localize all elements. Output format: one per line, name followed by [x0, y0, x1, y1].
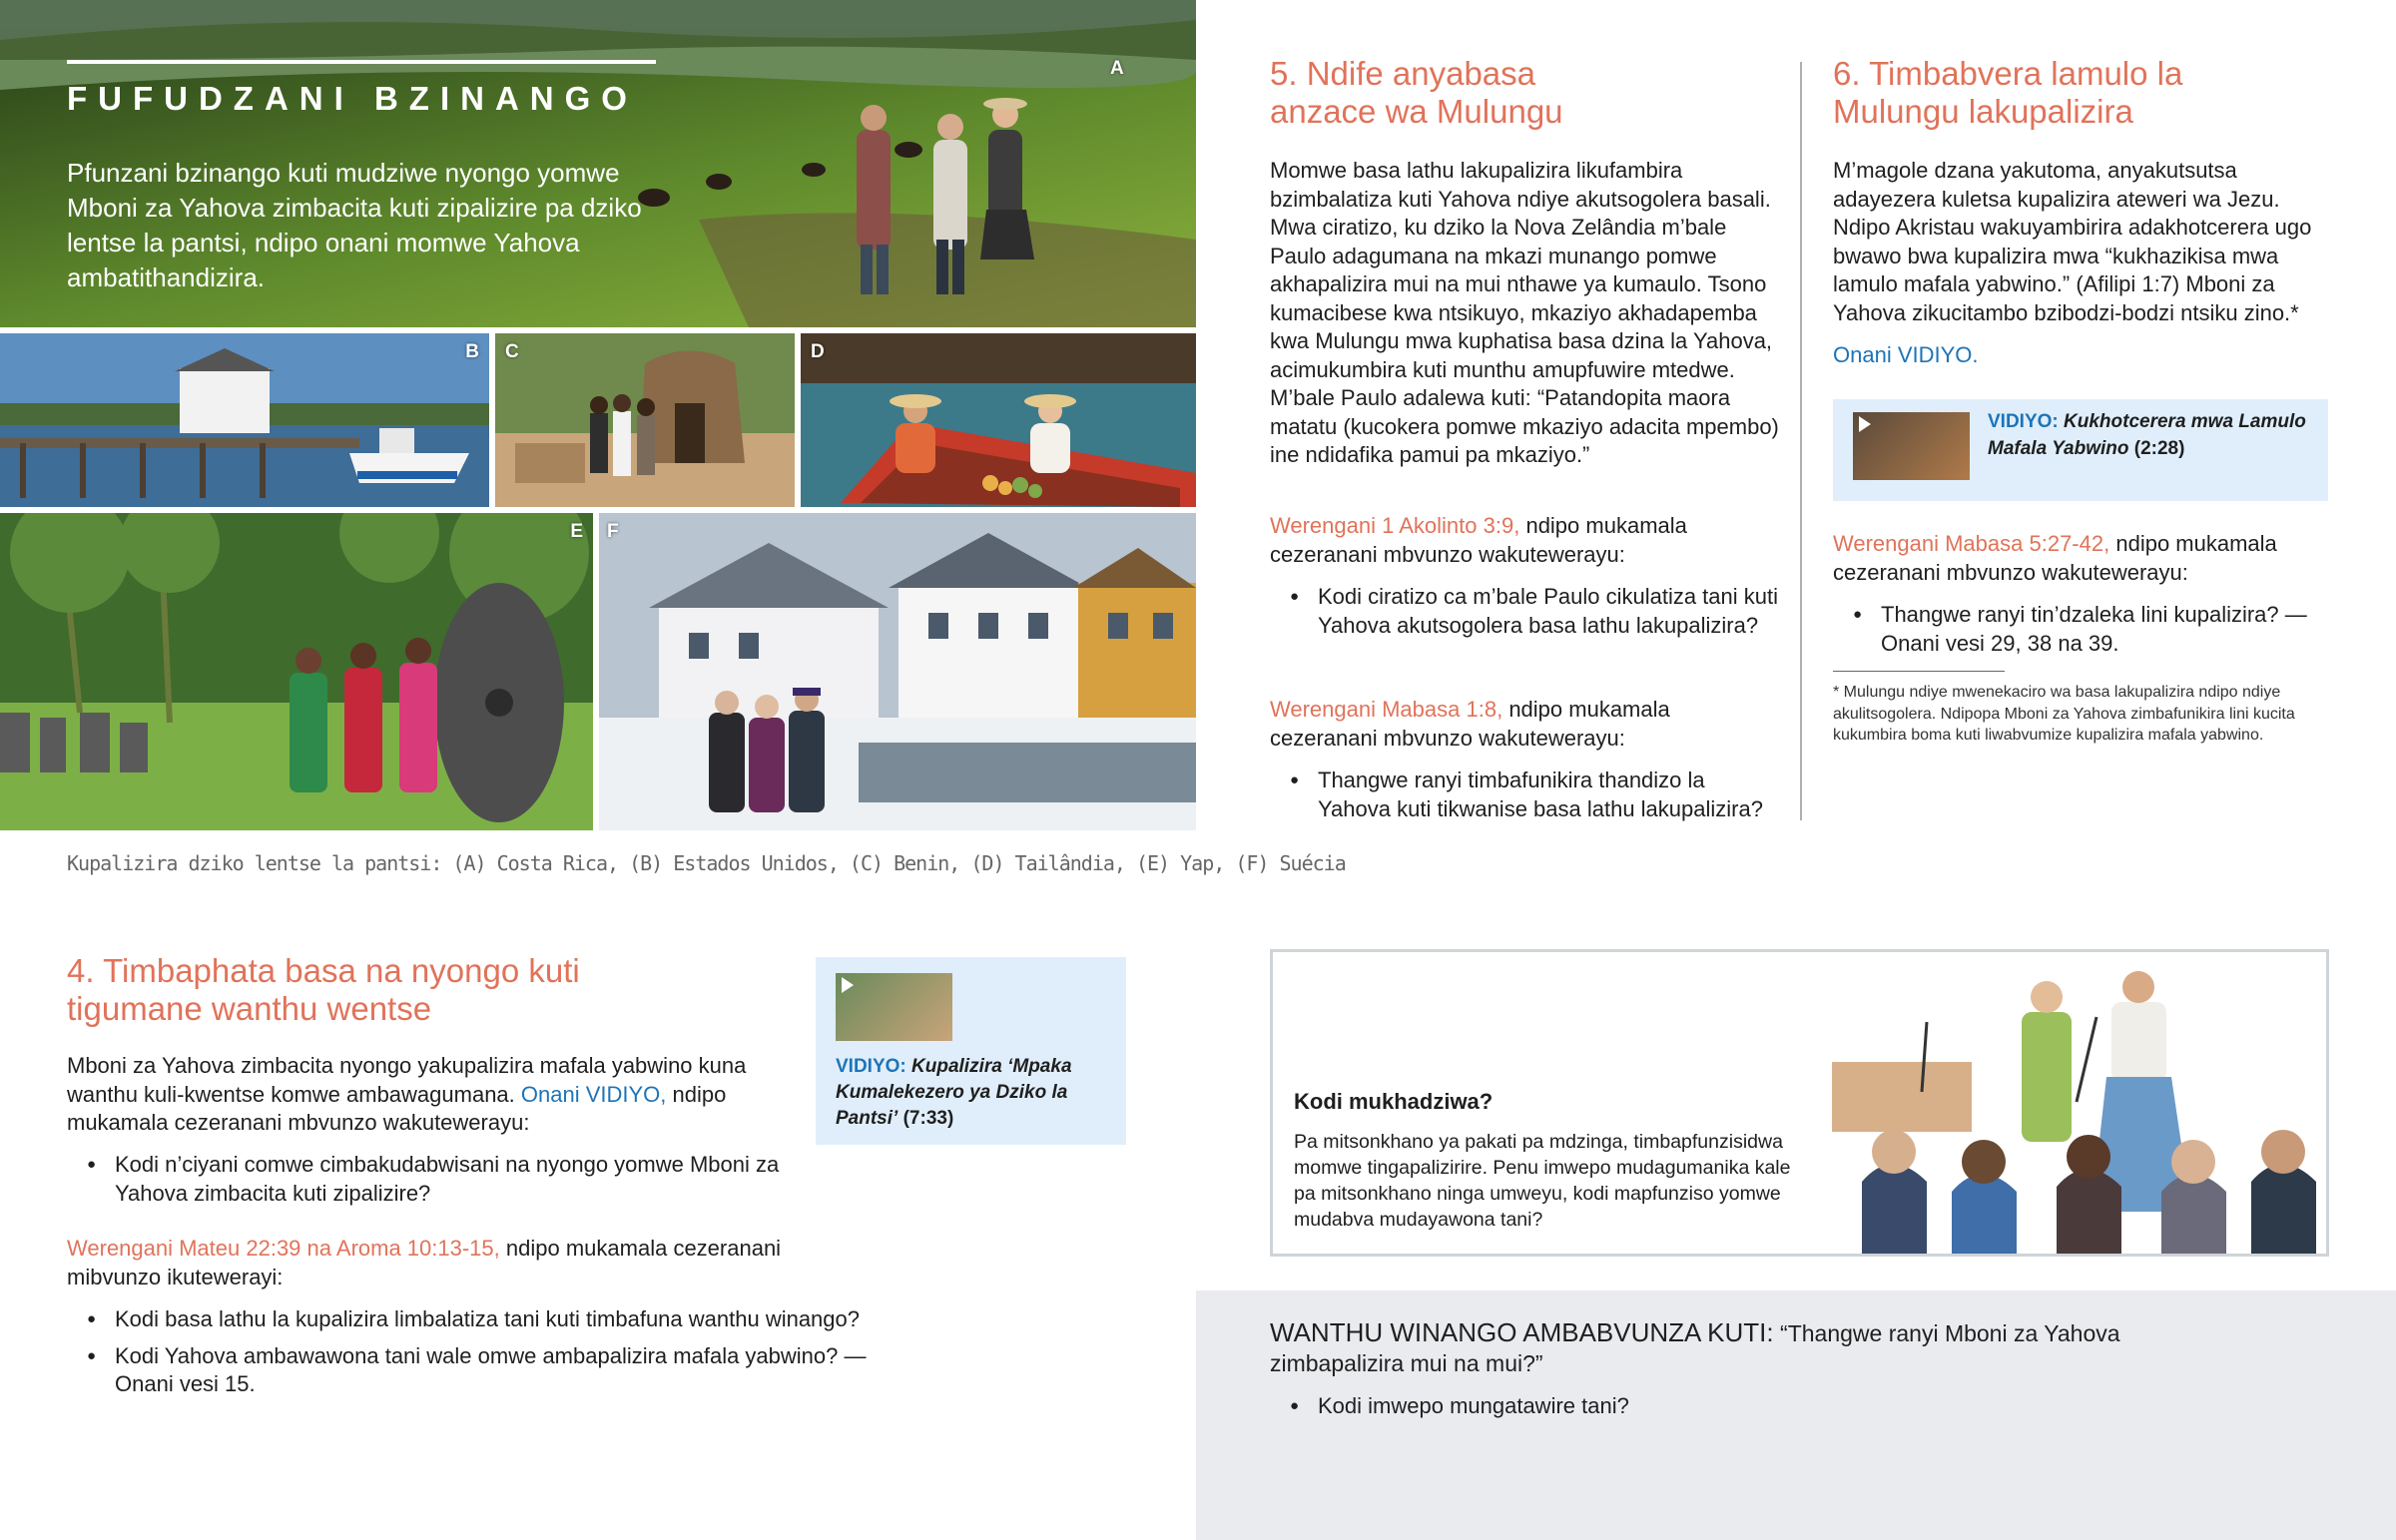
photo-letter-e: E: [570, 521, 583, 542]
footnote-rule: [1833, 671, 2005, 672]
section-4-intro-text-2: ndipo mukamala cezeranani mbvunzo wakutewerayu:: [67, 1081, 727, 1135]
hero-lead: Pfunzani bzinango kuti mudziwe nyongo yomwe Mboni za Yahova zimbacita kuti zipalizire pa dziko lentse la pantsi, ndipo onani momwe Yahova ambatithandizira.: [67, 158, 642, 292]
scripture-ref[interactable]: Werengani Mabasa 5:27-42,: [1833, 531, 2110, 556]
section-4-title: 4. Timbaphata basa na nyongo kuti tigumane wanthu wentse: [67, 952, 580, 1027]
video-title[interactable]: Kukhotcerera mwa Lamulo Mafala Yabwino: [1988, 411, 2306, 459]
video-label: VIDIYO:: [1988, 411, 2059, 432]
hero-title-rule: [67, 60, 656, 64]
photo-caption: Kupalizira dziko lentse la pantsi: (A) Costa Rica, (B) Estados Unidos, (C) Benin, (D) Tailândia, (E) Yap, (F) Suécia: [67, 851, 1346, 875]
scripture-ref[interactable]: Werengani 1 Akolinto 3:9,: [1270, 513, 1520, 538]
section-5-read-1: [1270, 512, 1779, 569]
photo-estados-unidos: [0, 333, 489, 507]
section-4-video-link[interactable]: Onani VIDIYO,: [520, 1081, 667, 1107]
photo-letter-d: D: [811, 341, 825, 362]
photo-convention-stage: [1832, 952, 2329, 1254]
section-4-bullets-2: [67, 1305, 935, 1407]
video-thumbnail[interactable]: [1853, 412, 1970, 480]
section-4-intro-text: Mboni za Yahova zimbacita nyongo yakupalizira mafala yabwino kuna wanthu kuli-kwentse komwe ambawagumana.: [67, 1053, 747, 1107]
people-ask-band: [1196, 1290, 2396, 1540]
section-5-text: Momwe basa lathu lakupalizira likufambira bzimbalatiza kuti Yahova ndiye akutsogolera basali. Mwa ciratizo, ku dziko la Nova Zelândia m’bale Paulo adagumana na mkazi munango pomwe akhapalizira mui na mui nthawe ya kumaulo. Tsono kumacibese kwa ntsikuyo, mkaziyo akhadapemba kwa Mulungu mwa kuphatisa basa dzina la Yahova, acimukumbira kuti munthu amupfuwire mtedwe. M’bale Paulo adalewa kuti: “Patandopita maora matatu (kucokera pomwe mkaziyo adacita mpembo) ine ndidafika pamui pa mkaziyo.”: [1270, 158, 1779, 467]
people-ask-question: [1270, 1317, 2188, 1378]
people-ask-quote: “Thangwe ranyi Mboni za Yahova zimbapalizira mui na mui?”: [1270, 1320, 2120, 1376]
read-instruction: ndipo mukamala cezeranani mbvunzo wakutewerayu:: [1833, 531, 2277, 585]
photo-benin: [495, 333, 795, 507]
scripture-ref[interactable]: Werengani Mateu 22:39 na Aroma 10:13-15,: [67, 1236, 500, 1261]
video-duration: (7:33): [902, 1108, 954, 1129]
list-item: ● Thangwe ranyi tin’dzaleka lini kupalizira? — Onani vesi 29, 38 na 39.: [1833, 601, 2332, 658]
list-item: ● Kodi Yahova ambawawona tani wale omwe ambapalizira mafala yabwino? — Onani vesi 15.: [67, 1342, 935, 1399]
section-6-title: 6. Timbabvera lamulo la Mulungu lakupalizira: [1833, 55, 2183, 130]
section-6-text: M’magole dzana yakutoma, anyakutsutsa adayezera kuletsa kupalizira ateweri wa Jezu. Ndipo Akristau wakuyambirira adakhotcerera ugo bwawo bwa kupalizira mwa “kukhazikisa mwa lamulo mafala yabwino.” (Afilipi 1:7) Mboni za Yahova zikucitambo bzibodzi-bodzi ntsiku zino.*: [1833, 158, 2312, 325]
section-6-video-link[interactable]: Onani VIDIYO.: [1833, 342, 1979, 367]
section-4-read: [67, 1235, 866, 1291]
did-you-know-title: Kodi mukhadziwa?: [1294, 1089, 1494, 1114]
people-ask-bullets: [1270, 1392, 2168, 1429]
list-item: ● Kodi n’ciyani comwe cimbakudabwisani na nyongo yomwe Mboni za Yahova zimbacita kuti zipalizire?: [67, 1151, 786, 1208]
hero-title: FUFUDZANI BZINANGO: [67, 80, 638, 117]
scripture-ref[interactable]: Werengani Mabasa 1:8,: [1270, 697, 1503, 722]
did-you-know-box: [1270, 949, 2329, 1257]
photo-letter-b: B: [465, 341, 479, 362]
video-box-section-4[interactable]: [816, 957, 1126, 1145]
video-thumbnail[interactable]: [836, 973, 952, 1041]
section-4-intro: [67, 1052, 786, 1138]
video-box-section-6[interactable]: [1833, 399, 2328, 501]
play-icon: [1859, 416, 1871, 432]
video-label: VIDIYO:: [836, 1056, 906, 1077]
photo-tailandia: [801, 333, 1196, 507]
photo-yap: [0, 513, 593, 830]
list-item: ● Kodi ciratizo ca m’bale Paulo cikulatiza tani kuti Yahova akutsogolera basa lathu lakupalizira?: [1270, 583, 1779, 640]
video-duration: (2:28): [2133, 438, 2185, 459]
photo-suecia: [599, 513, 1196, 830]
play-icon: [842, 977, 854, 993]
column-divider: [1800, 62, 1802, 820]
section-5-paragraph: [1270, 157, 1779, 470]
section-6-paragraph: [1833, 157, 2332, 327]
photo-letter-f: F: [607, 521, 619, 542]
photo-letter-c: C: [505, 341, 519, 362]
read-instruction: ndipo mukamala cezeranani mbvunzo wakutewerayu:: [1270, 697, 1670, 751]
section-5-bullets-1: [1270, 583, 1779, 648]
list-item: ● Kodi imwepo mungatawire tani?: [1270, 1392, 2168, 1421]
footnote: * Mulungu ndiye mwenekaciro wa basa lakupalizira ndipo ndiye akulitsogolera. Ndipopa Mboni za Yahova zimbafunikira lini kucita kukumbira boma kuti liwabvumize kupalizira mafala yabwino.: [1833, 684, 2295, 744]
section-6-bullets: [1833, 601, 2332, 666]
section-5-bullets-2: [1270, 767, 1779, 831]
video-title[interactable]: Kupalizira ‘Mpaka Kumalekezero ya Dziko la Pantsi’: [836, 1056, 1072, 1129]
section-6-read: [1833, 530, 2342, 587]
read-instruction: ndipo mukamala cezeranani mbvunzo wakutewerayu:: [1270, 513, 1687, 567]
photo-letter-a: A: [1110, 58, 1124, 79]
section-4-bullets-1: [67, 1151, 786, 1216]
list-item: ● Kodi basa lathu la kupalizira limbalatiza tani kuti timbafuna wanthu winango?: [67, 1305, 935, 1334]
section-5-title: 5. Ndife anyabasa anzace wa Mulungu: [1270, 55, 1563, 130]
list-item: ● Thangwe ranyi timbafunikira thandizo la Yahova kuti tikwanise basa lathu lakupalizira?: [1270, 767, 1779, 823]
read-instruction: ndipo mukamala cezeranani mibvunzo ikutewerayi:: [67, 1236, 782, 1289]
did-you-know-text: Pa mitsonkhano ya pakati pa mdzinga, timbapfunzisidwa momwe tingapalizirire. Penu imwepo mudagumanika kale pa mitsonkhano ninga umweyu, kodi mapfunziso yomwe mudabva mudayawona tani?: [1294, 1131, 1791, 1231]
section-5-read-2: [1270, 696, 1779, 753]
people-ask-label: WANTHU WINANGO AMBABVUNZA KUTI:: [1270, 1317, 1774, 1347]
